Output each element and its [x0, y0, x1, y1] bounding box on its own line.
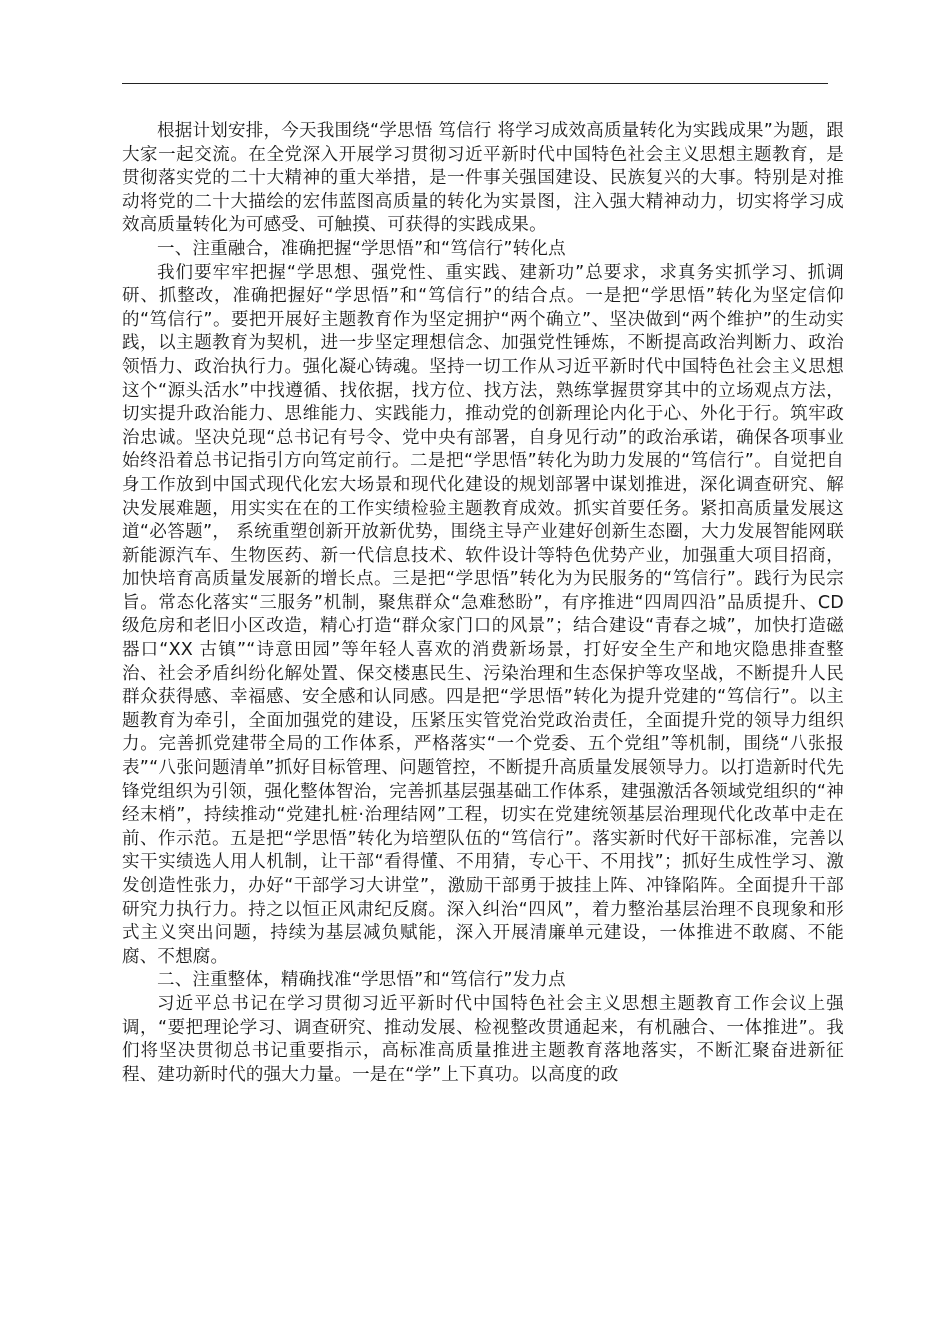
document-body	[122, 120, 844, 1087]
section-heading-1: 一、注重融合，准确把握“学思悟”和“笃信行”转化点	[157, 238, 566, 259]
section-1-paragraph: 我们要牢牢把握“学思想、强党性、重实践、建新功”总要求，求真务实抓学习、抓调研、抓整改，准确把握好“学思悟”和“笃信行”的结合点。一是把“学思悟”转化为坚定信仰的“笃信行”。要把开展好主题教育作为坚定拥护“两个确立”、坚决做到“两个维护”的生动实践，以主题教育为契机，进一步坚定理想信念、加强党性锤炼，不断提高政治判断力、政治领悟力、政治执行力。强化凝心铸魂。坚持一切工作从习近平新时代中国特色社会主义思想这个“源头活水”中找遵循、找依据，找方位、找方法，熟练掌握贯穿其中的立场观点方法，切实提升政治能力、思维能力、实践能力，推动党的创新理论内化于心、外化于行。筑牢政治忠诚。坚决兑现“总书记有号令、党中央有部署，自身见行动”的政治承诺，确保各项事业始终沿着总书记指引方向笃定前行。二是把“学思悟”转化为助力发展的“笃信行”。自觉把自身工作放到中国式现代化宏大场景和现代化建设的规划部署中谋划推进，深化调查研究、解决发展难题，用实实在在的工作实绩检验主题教育成效。抓实首要任务。紧扣高质量发展这道“必答题”， 系统重塑创新开放新优势，围绕主导产业建好创新生态圈，大力发展智能网联新能源汽车、生物医药、新一代信息技术、软件设计等特色优势产业，加强重大项目招商，加快培育高质量发展新的增长点。三是把“学思悟”转化为为民服务的“笃信行”。践行为民宗旨。常态化落实“三服务”机制，聚焦群众“急难愁盼”，有序推进“四周四沿”品质提升、CD 级危房和老旧小区改造，精心打造“群众家门口的风景”；结合建设“青春之城”，加快打造磁器口“XX 古镇”“诗意田园”等年轻人喜欢的消费新场景，打好安全生产和地灾隐患排查整治、社会矛盾纠纷化解处置、保交楼惠民生、污染治理和生态保护等攻坚战，不断提升人民群众获得感、幸福感、安全感和认同感。四是把“学思悟”转化为提升党建的“笃信行”。以主题教育为牵引，全面加强党的建设，压紧压实管党治党政治责任，全面提升党的领导力组织力。完善抓党建带全局的工作体系，严格落实“一个党委、五个党组”等机制，围绕“八张报表”“八张问题清单”抓好目标管理、问题管控，不断提升高质量发展领导力。以打造新时代先锋党组织为引领，强化整体智治，完善抓基层强基础工作体系，建强激活各领域党组织的“神经末梢”，持续推动“党建扎桩·治理结网”工程，切实在党建统领基层治理现代化改革中走在前、作示范。五是把“学思悟”转化为培塑队伍的“笃信行”。落实新时代好干部标准，完善以实干实绩选人用人机制，让干部“看得懂、不用猜，专心干、不用找”；抓好生成性学习、激发创造性张力，办好“干部学习大讲堂”，激励干部勇于披挂上阵、冲锋陷阵。全面提升干部研究力执行力。持之以恒正风肃纪反腐。深入纠治“四风”，着力整治基层治理不良现象和形式主义突出问题，持续为基层减负赋能，深入开展清廉单元建设，一体推进不敢腐、不能腐、不想腐。	[122, 262, 844, 967]
section-2-paragraph: 习近平总书记在学习贯彻习近平新时代中国特色社会主义思想主题教育工作会议上强调，“要把理论学习、调查研究、推动发展、检视整改贯通起来，有机融合、一体推进”。我们将坚决贯彻总书记重要指示，高标准高质量推进主题教育落地落实，不断汇聚奋进新征程、建功新时代的强大力量。一是在“学”上下真功。以高度的政	[122, 993, 844, 1085]
header-rule	[122, 83, 828, 84]
intro-paragraph: 根据计划安排，今天我围绕“学思悟 笃信行 将学习成效高质量转化为实践成果”为题，跟大家一起交流。在全党深入开展学习贯彻习近平新时代中国特色社会主义思想主题教育，是贯彻落实党的二十大精神的重大举措，是一件事关强国建设、民族复兴的大事。特别是对推动将党的二十大描绘的宏伟蓝图高质量的转化为实景图，注入强大精神动力，切实将学习成效高质量转化为可感受、可触摸、可获得的实践成果。	[122, 121, 844, 236]
section-heading-2: 二、注重整体，精确找准“学思悟”和“笃信行”发力点	[157, 970, 566, 991]
